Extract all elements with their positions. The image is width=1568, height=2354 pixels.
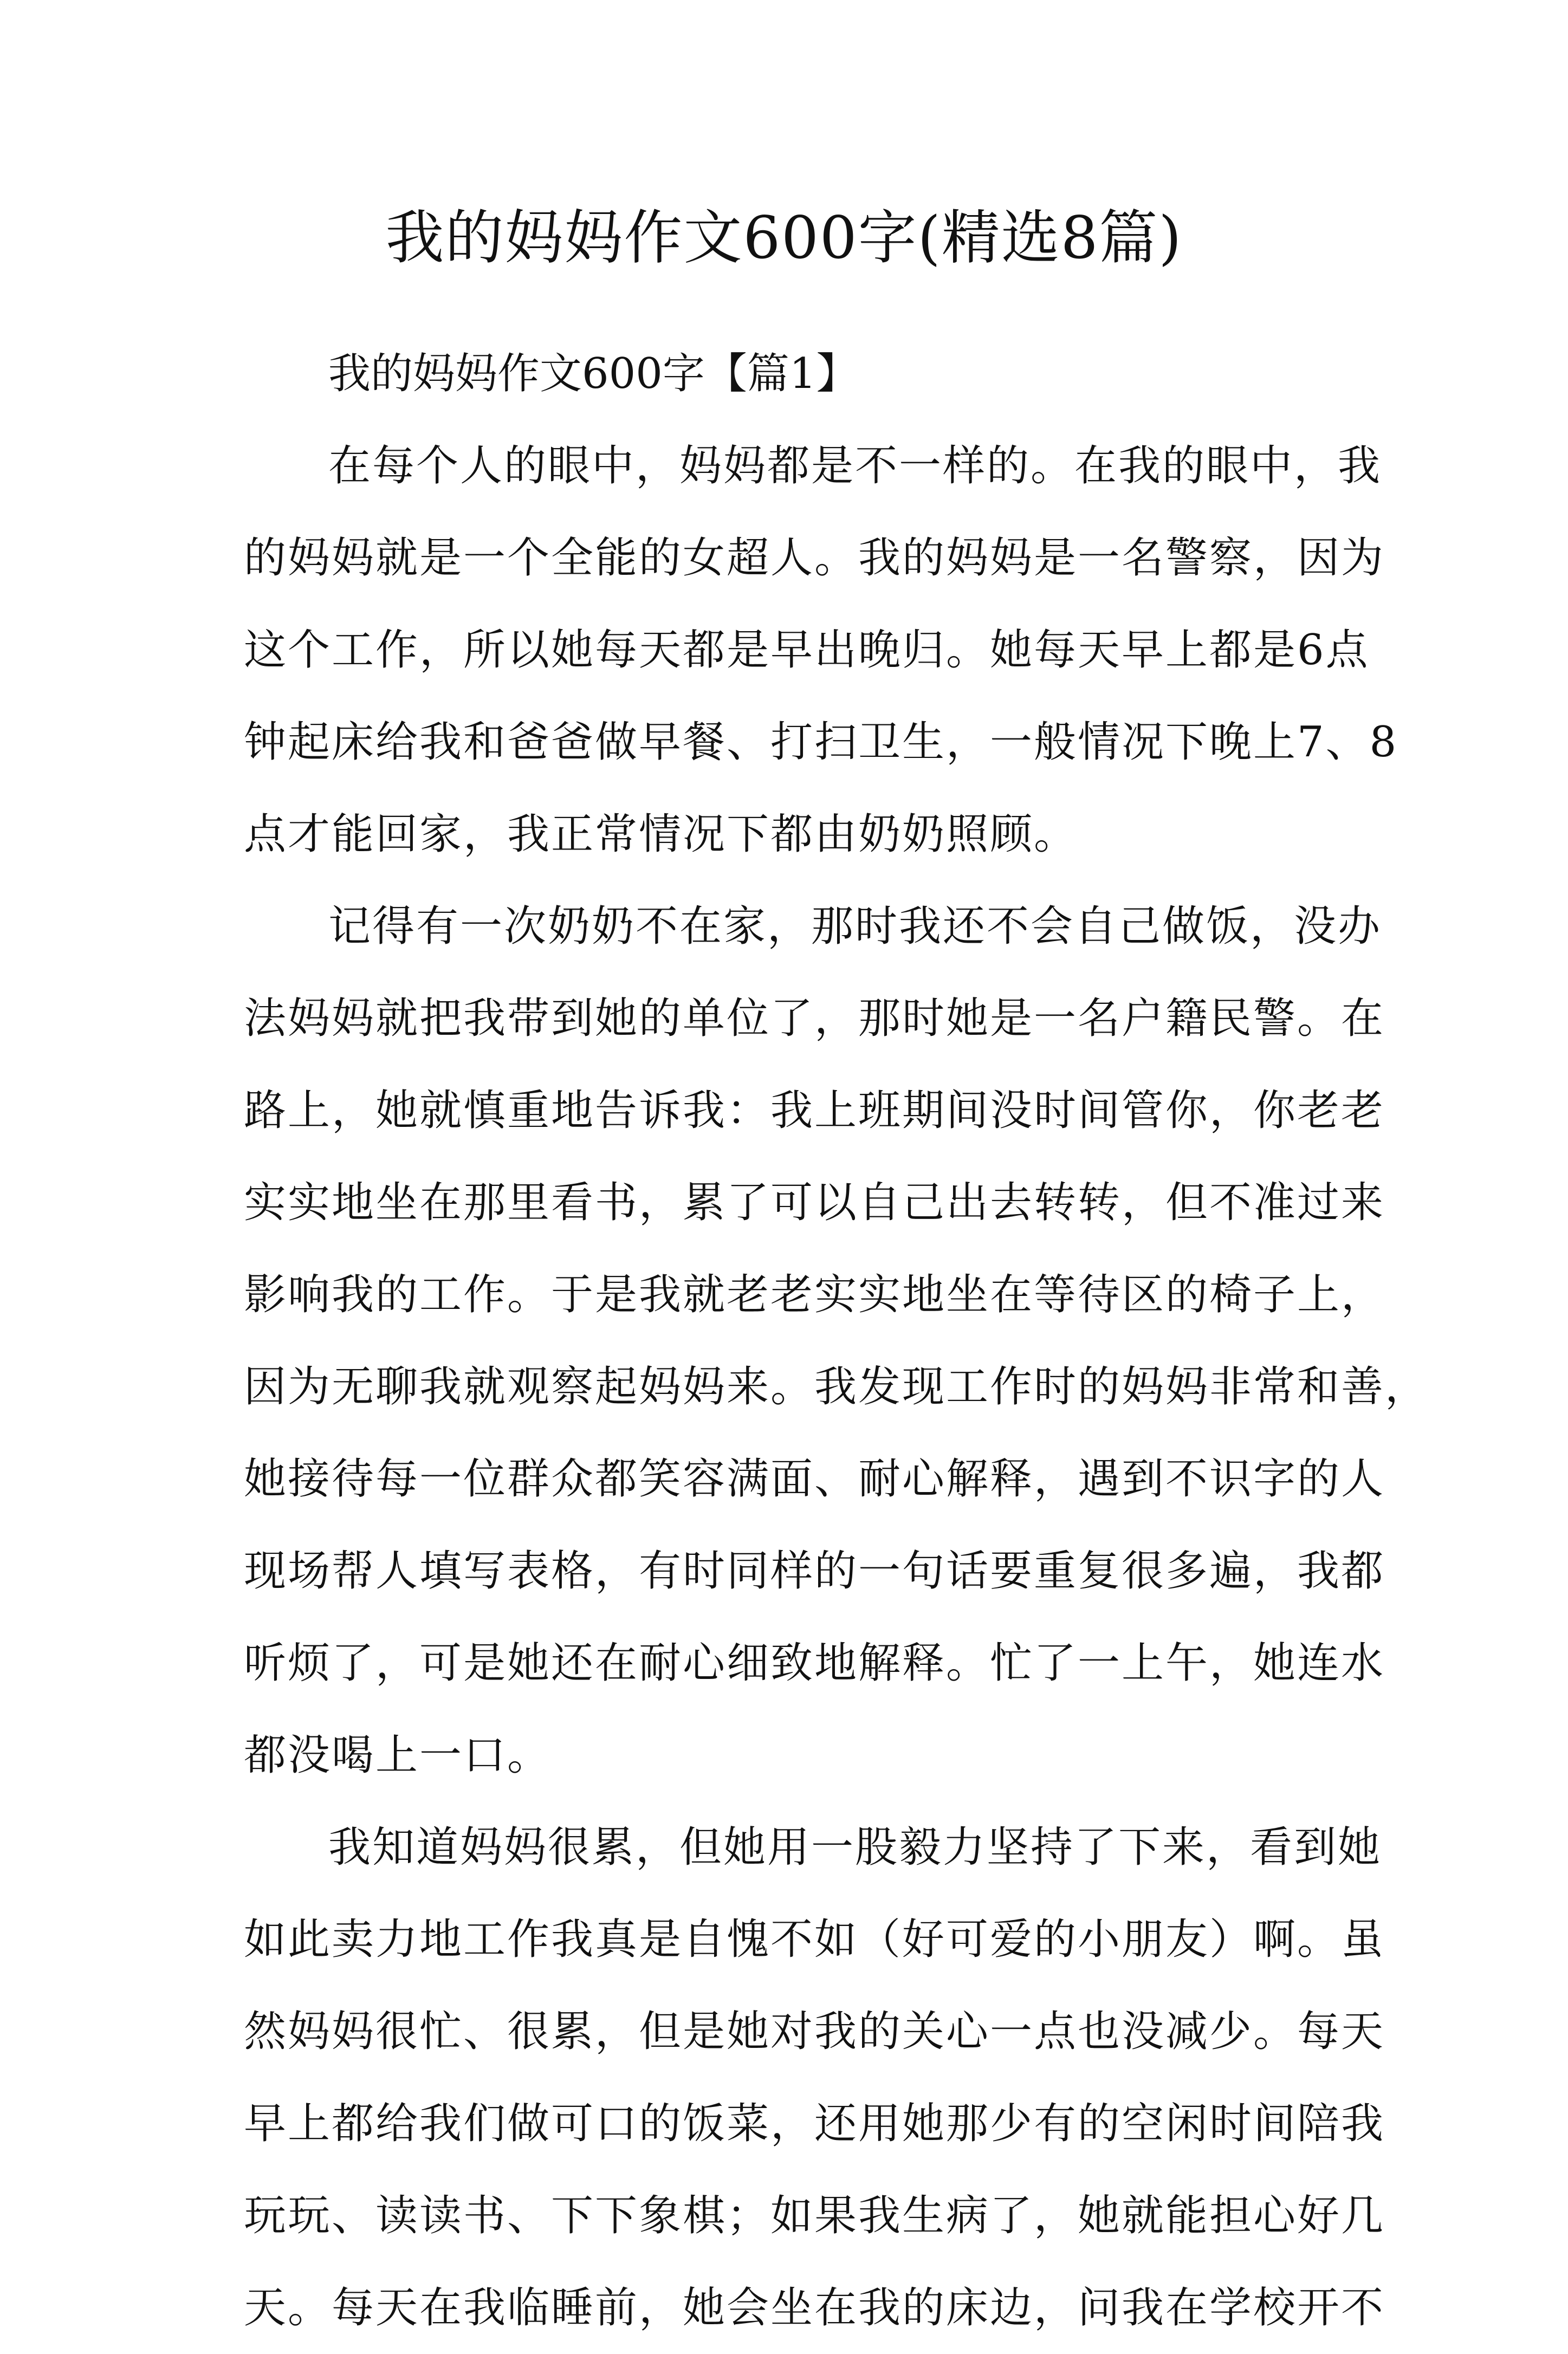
paragraph-line: 然妈妈很忙、很累，但是她对我的关心一点也没减少。每天	[244, 2007, 1385, 2056]
paragraph-line: 听烦了，可是她还在耐心细致地解释。忙了一上午，她连水	[244, 1639, 1385, 1688]
paragraph-line: 我知道妈妈很累，但她用一股毅力坚持了下来，看到她	[328, 1823, 1382, 1872]
paragraph-line: 早上都给我们做可口的饭菜，还用她那少有的空闲时间陪我	[244, 2099, 1385, 2148]
paragraph-line: 现场帮人填写表格，有时同样的一句话要重复很多遍，我都	[244, 1547, 1385, 1596]
paragraph-line: 都没喝上一口。	[244, 1731, 552, 1780]
paragraph-line: 影响我的工作。于是我就老老实实地坐在等待区的椅子上，	[244, 1270, 1385, 1319]
paragraph-line: 记得有一次奶奶不在家，那时我还不会自己做饭，没办	[328, 902, 1382, 951]
paragraph-line: 的妈妈就是一个全能的女超人。我的妈妈是一名警察，因为	[244, 534, 1385, 582]
paragraph-line: 玩玩、读读书、下下象棋；如果我生病了，她就能担心好几	[244, 2191, 1385, 2240]
paragraph	[244, 420, 1398, 880]
paragraph	[244, 1801, 1385, 2354]
paragraph-line: 钟起床给我和爸爸做早餐、打扫卫生，一般情况下晚上7、8	[244, 718, 1398, 767]
paragraph-line: 因为无聊我就观察起妈妈来。我发现工作时的妈妈非常和善，	[244, 1363, 1429, 1411]
paragraph-line: 在每个人的眼中，妈妈都是不一样的。在我的眼中，我	[328, 442, 1382, 490]
paragraph-line: 法妈妈就把我带到她的单位了，那时她是一名户籍民警。在	[244, 994, 1385, 1043]
paragraph-line: 这个工作，所以她每天都是早出晚归。她每天早上都是6点	[244, 626, 1370, 675]
paragraph-line: 天。每天在我临睡前，她会坐在我的床边，问我在学校开不	[244, 2284, 1385, 2332]
paragraph-line: 点才能回家，我正常情况下都由奶奶照顾。	[244, 810, 1078, 859]
paragraph-line: 如此卖力地工作我真是自愧不如（好可爱的小朋友）啊。虽	[244, 1915, 1385, 1964]
paragraph-line: 她接待每一位群众都笑容满面、耐心解释，遇到不识字的人	[244, 1455, 1385, 1503]
paragraph-line: 路上，她就慎重地告诉我：我上班期间没时间管你，你老老	[244, 1086, 1385, 1135]
document-title: 我的妈妈作文600字(精选8篇)	[385, 204, 1183, 272]
paragraph-line: 实实地坐在那里看书，累了可以自己出去转转，但不准过来	[244, 1178, 1385, 1227]
section-heading: 我的妈妈作文600字【篇1】	[328, 349, 859, 398]
document-body	[244, 328, 1429, 2354]
paragraph	[244, 880, 1429, 1801]
